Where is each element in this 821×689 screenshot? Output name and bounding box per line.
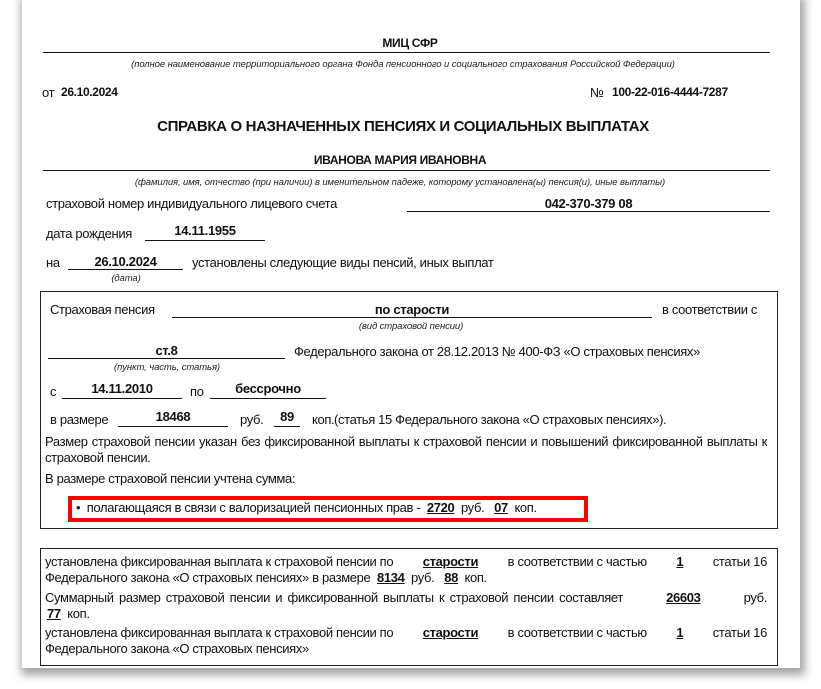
to-date: бессрочно: [210, 381, 326, 399]
valorization-line: [76, 500, 537, 515]
from-label: с: [50, 384, 57, 399]
divider: [43, 170, 770, 171]
valorization-kop: 07: [494, 500, 508, 515]
to-label: по: [190, 384, 204, 399]
fixed-line-6: Федерального закона «О страховых пенсиях»: [45, 641, 309, 656]
amount-note: (статья 15 Федерального закона «О страховых пенсиях»).: [334, 412, 667, 427]
fixed-kop: 88: [444, 570, 458, 585]
snils-label: страховой номер индивидуального лицевого счета: [46, 196, 338, 211]
pension-type: по старости: [172, 302, 652, 318]
included-label: В размере страховой пенсии учтена сумма:: [45, 471, 296, 486]
text: установлена фиксированная выплата к страховой пенсии по: [45, 625, 394, 640]
pension-note: Размер страховой пенсии указан без фиксированной выплаты к страховой пенсии и повышений фиксированной выплаты к страховой пенсии.: [45, 434, 767, 465]
pension-type: старости: [422, 625, 479, 640]
type-caption: (вид страховой пенсии): [358, 321, 464, 332]
pension-suffix: в соответствии с: [662, 302, 758, 317]
doc-date: 26.10.2024: [61, 85, 118, 99]
article-caption: (пункт, часть, статья): [114, 362, 220, 373]
total-rub: 26603: [666, 590, 701, 605]
article-value: ст.8: [48, 343, 285, 359]
fixed-rub: 8134: [376, 570, 405, 585]
pension-type: старости: [422, 554, 479, 569]
on-text: установлены следующие виды пенсий, иных выплат: [192, 255, 494, 270]
rub-label: руб.: [240, 412, 264, 427]
on-date: 26.10.2024: [68, 254, 183, 270]
pension-label: Страховая пенсия: [50, 302, 155, 317]
from-date: 14.11.2010: [62, 381, 182, 399]
birth-label: дата рождения: [46, 226, 132, 241]
person-name: ИВАНОВА МАРИЯ ИВАНОВНА: [313, 153, 487, 167]
date-caption: (дата): [111, 273, 141, 284]
rub-label: руб.: [460, 500, 485, 515]
divider: [43, 52, 770, 53]
part: 1: [676, 554, 684, 569]
text: статьи 16: [712, 554, 767, 569]
kop-label: коп.: [67, 606, 90, 621]
bullet: •: [76, 500, 81, 515]
text: в соответствии с частью: [507, 554, 647, 569]
text: установлена фиксированная выплата к страховой пенсии по: [45, 554, 394, 569]
valorization-rub: 2720: [426, 500, 455, 515]
part: 1: [676, 625, 684, 640]
total-kop-line: [47, 606, 90, 621]
on-label: на: [46, 255, 60, 270]
total-kop: 77: [47, 606, 61, 621]
text: статьи 16: [712, 625, 767, 640]
doc-number: 100-22-016-4444-7287: [612, 85, 728, 99]
org-name: МИЦ СФР: [382, 36, 438, 50]
date-prefix: от: [42, 85, 55, 100]
text: Федерального закона «О страховых пенсиях» в размере: [45, 570, 371, 585]
fixed-line-1: [45, 554, 767, 569]
fixed-line-5: [45, 625, 767, 640]
fixed-line-2: [45, 570, 487, 585]
total-line: [45, 590, 767, 605]
birth-value: 14.11.1955: [145, 223, 265, 241]
kop-label: коп.: [514, 500, 537, 515]
valorization-text: полагающаяся в связи с валоризацией пенсионных прав -: [86, 500, 421, 515]
kop-label: коп.: [312, 412, 335, 427]
amount-rub: 18468: [118, 409, 228, 427]
text: Суммарный размер страховой пенсии и фиксированной выплаты к страховой пенсии составляет: [45, 590, 623, 605]
law-text: Федерального закона от 28.12.2013 № 400-ФЗ «О страховых пенсиях»: [294, 344, 700, 359]
snils-value: 042-370-379 08: [407, 196, 770, 212]
number-prefix: №: [590, 85, 604, 100]
org-caption: (полное наименование территориального органа Фонда пенсионного и социального страхования Российской Федерации): [131, 59, 675, 70]
amount-kop: 89: [274, 409, 300, 427]
page-title: СПРАВКА О НАЗНАЧЕННЫХ ПЕНСИЯХ И СОЦИАЛЬНЫХ ВЫПЛАТАХ: [157, 118, 649, 135]
kop-label: коп.: [464, 570, 487, 585]
rub-label: руб.: [411, 570, 435, 585]
text: в соответствии с частью: [507, 625, 647, 640]
rub-label: руб.: [743, 590, 767, 605]
name-caption: (фамилия, имя, отчество (при наличии) в именительном падеже, которому установлена(ы) пенсия(и), иные выплаты): [134, 177, 666, 188]
amount-label: в размере: [50, 412, 109, 427]
